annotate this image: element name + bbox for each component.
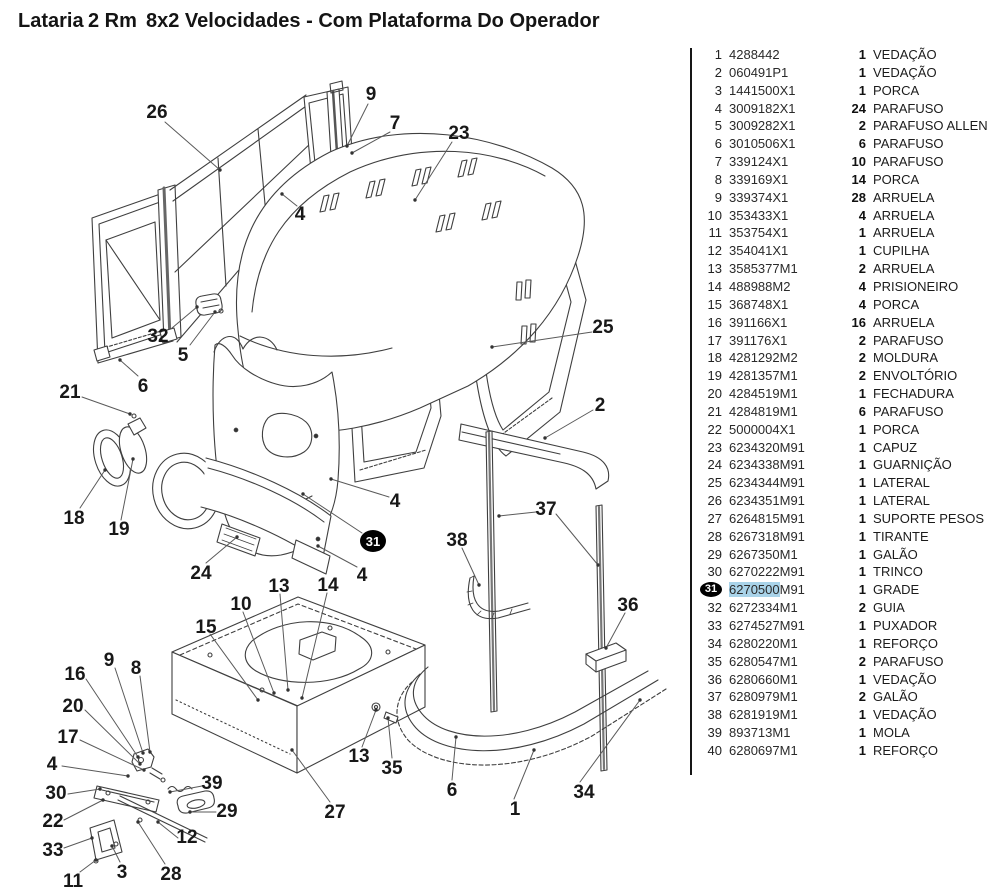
part-number: 4281292M2: [729, 350, 798, 366]
item-number: 13: [707, 261, 722, 277]
callout-label-13: 13: [348, 746, 370, 767]
parts-table-row[interactable]: [698, 367, 1007, 385]
callout-label-25: 25: [592, 317, 614, 338]
quantity: 1: [858, 421, 866, 437]
part-number: 339124X1: [729, 154, 789, 170]
item-number: 4: [714, 100, 722, 116]
callout-label-20: 20: [62, 696, 84, 717]
part-number: 368748X1: [729, 296, 789, 312]
callout-label-33: 33: [42, 840, 64, 861]
description: ARRUELA: [873, 261, 935, 277]
part-number: 6281919M1: [729, 707, 798, 723]
callout-label-11: 11: [62, 871, 84, 892]
description: GALÃO: [873, 689, 918, 705]
part-number: 6270500M91: [729, 582, 805, 598]
description: ARRUELA: [873, 314, 935, 330]
quantity: 1: [858, 635, 866, 651]
parts-table-row-selected[interactable]: [698, 581, 1007, 599]
selected-item-badge: 31: [700, 582, 722, 597]
description: MOLDURA: [873, 350, 939, 366]
parts-table-row[interactable]: [698, 635, 1007, 653]
description: LATERAL: [873, 493, 930, 509]
part-number: 339169X1: [729, 171, 789, 187]
item-number: 30: [707, 564, 722, 580]
item-number: 23: [707, 439, 722, 455]
part-number: 6234344M91: [729, 475, 805, 491]
quantity: 2: [858, 118, 866, 134]
parts-table-row[interactable]: [698, 207, 1007, 225]
description: GRADE: [873, 582, 920, 598]
item-number: 16: [707, 314, 722, 330]
callout-label-34: 34: [573, 782, 595, 803]
callout-label-8: 8: [130, 658, 142, 679]
quantity: 1: [858, 225, 866, 241]
callout-label-36: 36: [617, 595, 639, 616]
part-number: 060491P1: [729, 64, 789, 80]
description: VEDAÇÃO: [873, 671, 937, 687]
parts-table-row[interactable]: [698, 492, 1007, 510]
callout-label-10: 10: [230, 594, 252, 615]
callout-label-4: 4: [356, 565, 368, 586]
quantity: 1: [858, 47, 866, 62]
callout-label-6: 6: [446, 780, 458, 801]
quantity: 16: [851, 314, 866, 330]
callout-label-37: 37: [535, 499, 557, 520]
item-number: 36: [707, 671, 722, 687]
part-number: 6264815M91: [729, 510, 805, 526]
quantity: 1: [858, 564, 866, 580]
part-number: 391176X1: [729, 332, 788, 348]
part-number: 6272334M1: [729, 600, 798, 616]
description: PARAFUSO: [873, 403, 944, 419]
selected-part-number-highlight: 6270500: [729, 582, 780, 598]
callout-label-19: 19: [108, 519, 130, 540]
part-number: 3009282X1: [729, 118, 796, 134]
quantity: 28: [851, 189, 866, 205]
item-number: 10: [707, 207, 722, 223]
item-number: 7: [714, 154, 722, 170]
quantity: 4: [858, 207, 866, 223]
parts-table-row[interactable]: [698, 349, 1007, 367]
callout-label-14: 14: [317, 575, 339, 596]
item-number: 2: [714, 64, 722, 80]
description: PUXADOR: [873, 618, 938, 633]
description: CAPUZ: [873, 439, 918, 455]
description: LATERAL: [873, 475, 930, 491]
parts-table-row[interactable]: [698, 671, 1007, 689]
seal-rings-drawing: [397, 667, 666, 765]
callout-label-13: 13: [268, 576, 290, 597]
part-number: 339374X1: [729, 189, 789, 205]
description: PARAFUSO: [873, 332, 944, 348]
callout-label-15: 15: [195, 617, 217, 638]
quantity: 1: [858, 742, 866, 758]
callout-label-9: 9: [365, 84, 377, 105]
quantity: 2: [858, 332, 866, 348]
description: PARAFUSO: [873, 154, 944, 170]
parts-table-row[interactable]: [698, 46, 1007, 64]
item-number: 18: [707, 350, 722, 366]
part-number: 3009182X1: [729, 100, 796, 116]
description: REFORÇO: [873, 635, 938, 651]
quantity: 1: [858, 439, 866, 455]
item-number: 3: [714, 82, 722, 98]
quantity: 2: [858, 600, 866, 616]
item-number: 38: [707, 707, 722, 723]
callout-label-18: 18: [63, 508, 85, 529]
quantity: 1: [858, 725, 866, 741]
callout-label-2: 2: [594, 395, 606, 416]
part-number: 6234320M91: [729, 439, 805, 455]
description: ENVOLTÓRIO: [873, 368, 958, 384]
callout-label-28: 28: [160, 864, 182, 885]
item-number: 8: [714, 171, 722, 187]
description: ARRUELA: [873, 207, 935, 223]
strip-drawing: [486, 431, 607, 771]
quantity: 4: [858, 296, 866, 312]
description: VEDAÇÃO: [873, 47, 937, 62]
item-number: 39: [707, 725, 722, 741]
callout-label-4: 4: [294, 204, 306, 225]
parts-table-row[interactable]: [698, 474, 1007, 492]
item-number: 37: [707, 689, 722, 705]
part-number: 6234351M91: [729, 493, 805, 509]
callout-label-32: 32: [147, 326, 169, 347]
part-number: 3585377M1: [729, 261, 798, 277]
quantity: 1: [858, 493, 866, 509]
part-number: 6280697M1: [729, 742, 798, 758]
parts-table-row[interactable]: [698, 332, 1007, 350]
parts-table-row[interactable]: [698, 260, 1007, 278]
description: ARRUELA: [873, 225, 935, 241]
callout-label-39: 39: [201, 773, 223, 794]
quantity: 1: [858, 671, 866, 687]
callout-label-4: 4: [46, 754, 58, 775]
part-number: 391166X1: [729, 314, 788, 330]
callout-label-16: 16: [64, 664, 86, 685]
callout-label-9: 9: [103, 650, 115, 671]
quantity: 2: [858, 368, 866, 384]
description: PORCA: [873, 171, 920, 187]
list-divider-line: [690, 48, 692, 775]
item-number: 22: [707, 421, 722, 437]
quantity: 2: [858, 261, 866, 277]
description: PRISIONEIRO: [873, 278, 959, 294]
part-number: 4281357M1: [729, 368, 798, 384]
description: PORCA: [873, 296, 920, 312]
parts-table-row[interactable]: [698, 189, 1007, 207]
parts-table-row[interactable]: [698, 688, 1007, 706]
item-number: 34: [707, 635, 722, 651]
item-number: 27: [707, 510, 722, 526]
item-number: 11: [708, 225, 722, 241]
part-number: 4284519M1: [729, 386, 798, 402]
parts-table-row[interactable]: [698, 224, 1007, 242]
parts-table-body: [698, 46, 1007, 760]
description: VEDAÇÃO: [873, 707, 937, 723]
part-number: 6280220M1: [729, 635, 798, 651]
description: GUARNIÇÃO: [873, 457, 952, 473]
parts-table-row[interactable]: [698, 100, 1007, 118]
parts-table-row[interactable]: [698, 528, 1007, 546]
description: GUIA: [873, 600, 905, 616]
item-number: 15: [707, 296, 722, 312]
quantity: 1: [858, 528, 866, 544]
callout-label-5: 5: [177, 345, 189, 366]
description: CUPILHA: [873, 243, 930, 259]
callout-label-23: 23: [448, 123, 470, 144]
callout-label-27: 27: [324, 802, 346, 823]
parts-table-row[interactable]: [698, 563, 1007, 581]
item-number: 19: [707, 368, 722, 384]
parts-table-row[interactable]: [698, 296, 1007, 314]
parts-table-row[interactable]: [698, 64, 1007, 82]
quantity: 4: [858, 278, 866, 294]
callout-label-6: 6: [137, 376, 149, 397]
callout-label-38: 38: [446, 530, 468, 551]
description: PARAFUSO: [873, 653, 944, 669]
quantity: 1: [858, 475, 866, 491]
callout-label-30: 30: [45, 783, 67, 804]
quantity: 10: [851, 154, 866, 170]
part-number: 6267350M1: [729, 546, 798, 562]
diagram-badge-number: 31: [365, 534, 381, 549]
quantity: 1: [858, 82, 866, 98]
page-title-model: 2 Rm: [88, 10, 137, 32]
item-number: 25: [707, 475, 722, 491]
quantity: 2: [858, 350, 866, 366]
page-title-description: 8x2 Velocidades - Com Plataforma Do Operador: [146, 10, 600, 32]
item-number: 29: [707, 546, 722, 562]
quantity: 14: [851, 171, 866, 187]
item-number: 35: [707, 653, 722, 669]
quantity: 1: [858, 618, 866, 633]
description: FECHADURA: [873, 386, 954, 402]
item-number: 24: [707, 457, 722, 473]
parts-table-row[interactable]: [698, 599, 1007, 617]
part-number: 6270222M91: [729, 564, 805, 580]
horn-drawing: [87, 414, 152, 491]
part-number: 6274527M91: [729, 618, 805, 633]
parts-table-row[interactable]: [698, 403, 1007, 421]
quantity: 2: [858, 653, 866, 669]
description: PARAFUSO: [873, 136, 944, 152]
parts-table-row[interactable]: [698, 385, 1007, 403]
item-number: 28: [707, 528, 722, 544]
parts-table-row[interactable]: [698, 439, 1007, 457]
quantity: 1: [858, 457, 866, 473]
parts-table-row[interactable]: [698, 617, 1007, 635]
callout-label-1: 1: [509, 799, 521, 820]
description: MOLA: [873, 725, 910, 741]
callout-label-35: 35: [381, 758, 403, 779]
callout-label-4: 4: [389, 491, 401, 512]
diagram-selected-item-badge: [360, 530, 386, 552]
parts-table-row[interactable]: [698, 278, 1007, 296]
description: REFORÇO: [873, 742, 938, 758]
parts-table-row[interactable]: [698, 153, 1007, 171]
part-number: 4284819M1: [729, 403, 798, 419]
part-number: 6280547M1: [729, 653, 798, 669]
part-number: 6234338M91: [729, 457, 805, 473]
quantity: 6: [858, 403, 866, 419]
description: PORCA: [873, 82, 920, 98]
quantity: 1: [858, 582, 866, 598]
part-number: 353754X1: [729, 225, 789, 241]
item-number: 1: [714, 47, 722, 62]
callout-label-29: 29: [216, 801, 238, 822]
description: TRINCO: [873, 564, 923, 580]
part-number: 488988M2: [729, 278, 791, 294]
description: PARAFUSO ALLEN: [873, 118, 988, 134]
callout-label-17: 17: [57, 727, 79, 748]
part-number: 3010506X1: [729, 136, 796, 152]
description: GALÃO: [873, 546, 918, 562]
item-number: 32: [707, 600, 722, 616]
description: PORCA: [873, 421, 920, 437]
item-number: 21: [707, 403, 722, 419]
parts-table-row[interactable]: [698, 724, 1007, 742]
parts-table-row[interactable]: [698, 242, 1007, 260]
item-number: 5: [714, 118, 722, 134]
parts-table-row[interactable]: [698, 510, 1007, 528]
part-number: 6280979M1: [729, 689, 798, 705]
part-number: 6280660M1: [729, 671, 798, 687]
parts-table-row[interactable]: [698, 82, 1007, 100]
item-number: 33: [707, 618, 722, 633]
parts-table-row[interactable]: [698, 117, 1007, 135]
parts-table-row[interactable]: [698, 456, 1007, 474]
parts-table-row[interactable]: [698, 546, 1007, 564]
quantity: 1: [858, 243, 866, 259]
callout-label-7: 7: [389, 113, 401, 134]
quantity: 1: [858, 707, 866, 723]
quantity: 1: [858, 546, 866, 562]
description: PARAFUSO: [873, 100, 944, 116]
part-number: 1441500X1: [729, 82, 796, 98]
item-number: 26: [707, 493, 722, 509]
description: VEDAÇÃO: [873, 64, 937, 80]
quantity: 1: [858, 386, 866, 402]
part-number: 354041X1: [729, 243, 789, 259]
part-number: 353433X1: [729, 207, 789, 223]
part-number: 5000004X1: [729, 421, 796, 437]
item-number: 17: [707, 332, 722, 348]
parts-table-row[interactable]: [698, 706, 1007, 724]
description: SUPORTE PESOS: [873, 510, 985, 526]
item-number: 14: [707, 278, 722, 294]
quantity: 1: [858, 64, 866, 80]
item-number: 9: [714, 189, 722, 205]
part-number: 893713M1: [729, 725, 791, 741]
quantity: 2: [858, 689, 866, 705]
item-number: 20: [707, 386, 722, 402]
quantity: 1: [858, 510, 866, 526]
callout-label-12: 12: [176, 827, 198, 848]
callout-label-3: 3: [116, 862, 128, 883]
quantity: 6: [858, 136, 866, 152]
part-number: 6267318M91: [729, 528, 805, 544]
description: ARRUELA: [873, 189, 935, 205]
description: TIRANTE: [873, 528, 929, 544]
parts-table-row[interactable]: [698, 421, 1007, 439]
callout-label-21: 21: [59, 382, 81, 403]
parts-table-row[interactable]: [698, 171, 1007, 189]
parts-table-row[interactable]: [698, 742, 1007, 760]
callout-label-22: 22: [42, 811, 64, 832]
item-number: 40: [707, 742, 722, 758]
callout-label-26: 26: [146, 102, 168, 123]
callout-label-24: 24: [190, 563, 212, 584]
guide-clip-drawing: [196, 294, 223, 315]
seal-channel-drawing: [467, 576, 530, 619]
parts-table-row[interactable]: [698, 653, 1007, 671]
part-number: 4288442: [729, 47, 780, 62]
parts-table-row[interactable]: [698, 314, 1007, 332]
item-number: 12: [707, 243, 722, 259]
page-title-section: Lataria: [18, 10, 84, 32]
quantity: 24: [851, 100, 866, 116]
parts-table-row[interactable]: [698, 135, 1007, 153]
item-number: 6: [714, 136, 722, 152]
